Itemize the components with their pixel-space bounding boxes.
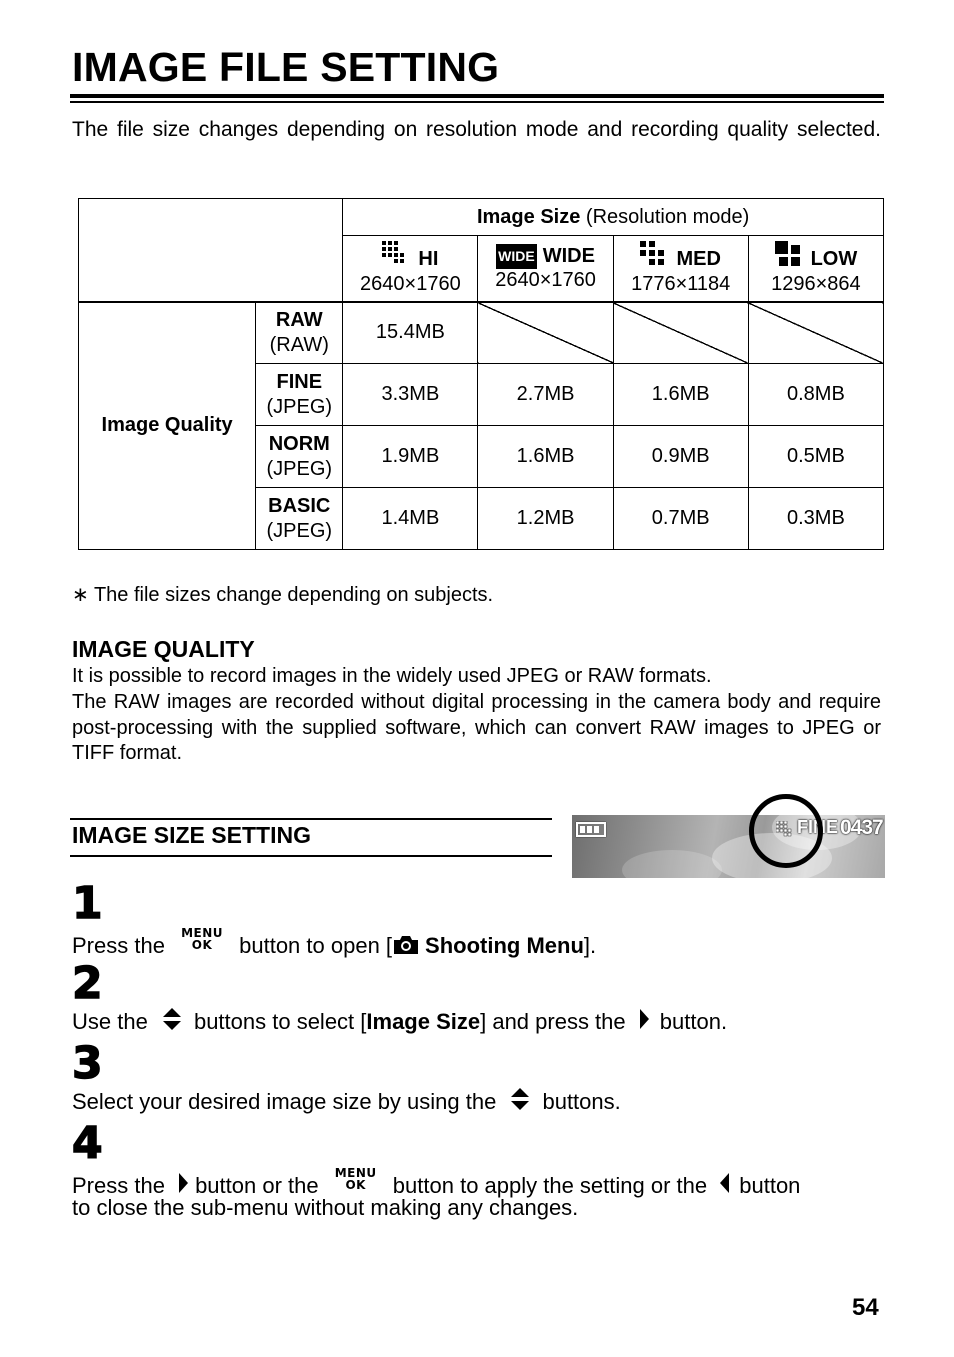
step-text: button to open [: [239, 933, 393, 958]
step-3-text: [72, 1087, 621, 1117]
image-size-label: Image Size: [476, 205, 581, 228]
camera-lcd-screenshot: [572, 815, 885, 878]
wide-resolution-icon: WIDE: [496, 244, 537, 269]
size-cell: 0.7MB: [613, 488, 748, 550]
step-text: ] and press the: [480, 1009, 626, 1034]
step-text: buttons.: [542, 1089, 621, 1114]
step-text: Press the: [72, 933, 165, 958]
step-number-2: 2: [72, 958, 103, 1009]
step-text-bold: Shooting Menu: [425, 933, 584, 958]
size-cell: 3.3MB: [343, 364, 478, 426]
page-number: 54: [852, 1294, 879, 1321]
quality-format: (JPEG): [266, 395, 333, 418]
size-cell: 1.2MB: [478, 488, 613, 550]
size-cell: 1.4MB: [343, 488, 478, 550]
image-size-sub: (Resolution mode): [585, 205, 750, 228]
step-4-text-line2: to close the sub-menu without making any changes.: [72, 1195, 579, 1220]
quality-format: (RAW): [269, 333, 329, 356]
step-text: button or the: [195, 1173, 319, 1198]
step-text: Select your desired image size by using the: [72, 1089, 497, 1114]
step-text: ].: [583, 933, 597, 958]
size-cell-na: [478, 302, 613, 364]
quality-format: (JPEG): [266, 457, 333, 480]
title-rule-thin: [70, 101, 884, 103]
lcd-shots-remaining: 0437: [840, 816, 883, 839]
col-low-name: LOW: [810, 247, 858, 270]
size-cell: 0.9MB: [613, 426, 748, 488]
menu-ok-button-icon: MENU OK: [334, 1166, 377, 1192]
step-1-text: [72, 927, 596, 961]
size-cell: 0.3MB: [748, 488, 883, 550]
col-header-med: [613, 236, 748, 302]
highlight-circle: [749, 794, 823, 868]
med-resolution-icon: [640, 241, 670, 273]
battery-icon: [576, 822, 606, 837]
col-med-res: 1776×1184: [631, 272, 731, 295]
col-wide-res: 2640×1760: [495, 269, 596, 292]
col-hi-res: 2640×1760: [360, 272, 461, 295]
step-text: button.: [659, 1009, 728, 1034]
low-resolution-icon: [775, 241, 805, 273]
table-corner-cell: [79, 199, 343, 302]
quality-cell: [256, 364, 343, 426]
intro-paragraph: The file size changes depending on resolution mode and recording quality selected.: [72, 118, 881, 141]
image-quality-p2: The RAW images are recorded without digital processing in the camera body and require post-processing with the supplied software, which can convert RAW images to JPEG or TIFF format.: [72, 691, 881, 764]
quality-name: RAW: [275, 308, 323, 331]
file-size-table: [78, 198, 884, 550]
image-quality-heading: IMAGE QUALITY: [72, 636, 255, 662]
size-cell-na: [748, 302, 883, 364]
up-down-arrows-icon: [162, 1007, 182, 1037]
col-low-res: 1296×864: [771, 272, 861, 295]
col-header-hi: [343, 236, 478, 302]
col-wide-name: WIDE: [542, 245, 595, 268]
title-rule: [70, 94, 884, 98]
size-cell: 15.4MB: [343, 302, 478, 364]
size-cell: 1.6MB: [478, 426, 613, 488]
image-size-header: [343, 199, 884, 236]
size-cell-na: [613, 302, 748, 364]
page-title: IMAGE FILE SETTING: [72, 44, 500, 90]
size-cell: 1.6MB: [613, 364, 748, 426]
step-text: Press the: [72, 1173, 165, 1198]
size-cell: 0.5MB: [748, 426, 883, 488]
quality-format: (JPEG): [266, 519, 333, 542]
step-number-1: 1: [72, 878, 103, 929]
step-number-3: 3: [72, 1038, 103, 1089]
col-header-wide: [478, 236, 613, 302]
size-cell: 2.7MB: [478, 364, 613, 426]
quality-name: FINE: [276, 370, 323, 393]
step-text: buttons to select [: [193, 1009, 367, 1034]
image-size-setting-heading: IMAGE SIZE SETTING: [72, 822, 311, 848]
quality-cell: [256, 488, 343, 550]
right-arrow-icon: [638, 1007, 650, 1037]
up-down-arrows-icon: [510, 1087, 530, 1117]
image-quality-label: Image Quality: [79, 302, 256, 550]
step-text: button: [739, 1173, 801, 1198]
hi-resolution-icon: [382, 241, 412, 273]
footnote: ∗ The file sizes change depending on subjects.: [72, 584, 494, 606]
quality-name: NORM: [268, 432, 330, 455]
step-number-4: 4: [72, 1118, 103, 1169]
step-text: button to apply the setting or the: [392, 1173, 708, 1198]
menu-ok-button-icon: MENU OK: [181, 926, 223, 952]
size-cell: 1.9MB: [343, 426, 478, 488]
quality-cell: [256, 426, 343, 488]
quality-name: BASIC: [268, 494, 331, 517]
step-text: Use the: [72, 1009, 148, 1034]
lcd-quality-text: FINE: [797, 817, 839, 837]
step-text-bold: Image Size: [366, 1009, 481, 1034]
section-rule-top: [70, 818, 552, 820]
section-rule-bottom: [70, 855, 552, 857]
left-arrow-icon: [719, 1171, 731, 1201]
col-header-low: [748, 236, 883, 302]
col-med-name: MED: [676, 247, 721, 270]
col-hi-name: HI: [418, 247, 439, 270]
size-cell: 0.8MB: [748, 364, 883, 426]
image-quality-p1: It is possible to record images in the widely used JPEG or RAW formats.: [72, 665, 712, 687]
quality-cell: [256, 302, 343, 364]
step-2-text: [72, 1007, 727, 1037]
camera-icon: [393, 934, 419, 961]
table-row: [79, 302, 884, 364]
